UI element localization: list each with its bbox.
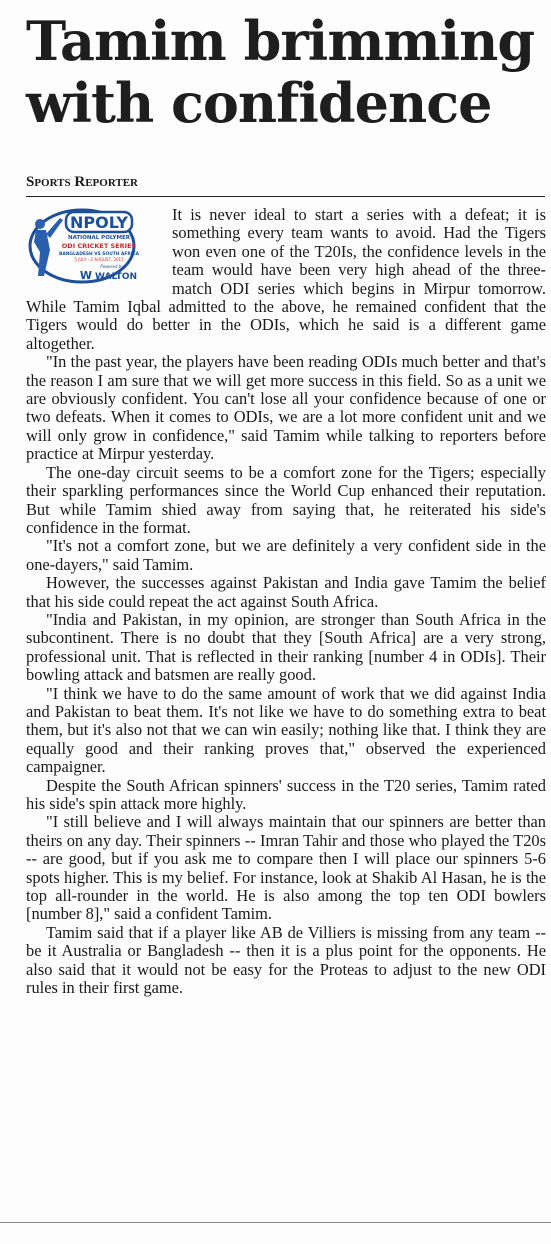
article-body (26, 206, 546, 997)
paragraph: Despite the South African spinners' success in the T20 series, Tamim rated his side's spin attack more highly. (26, 775, 546, 813)
logo-sponsor: WALTON (94, 272, 138, 282)
paragraph: "In the past year, the players have been reading ODIs much better and that's the reason I am sure that we will get more success in this field. So as a unit we are obviously confident. You can't lose all your confidence because of one or two defeats. When it comes to ODIs, we are a lot more confident unit and we will only grow in confidence," said Tamim while talking to reporters before practice at Mirpur yesterday. (26, 352, 546, 464)
paragraph: "I think we have to do the same amount of work that we did against India and Pakistan to beat them. It's not like we have to do something extra to beat them, but it's also not that we can win easily; nothing like that. I think they are equally good and their ranking proves that," observed the experienced campaigner. (26, 683, 546, 777)
logo-brand: NPOLY (69, 213, 129, 232)
logo-subtitle: NATIONAL POLYMER (68, 235, 130, 241)
series-logo (26, 206, 166, 286)
bottom-rule (0, 1222, 551, 1223)
paragraph: However, the successes against Pakistan and India gave Tamim the belief that his side could repeat the act against South Africa. (26, 573, 546, 611)
logo-teams: BANGLADESH VS SOUTH AFRICA (58, 252, 140, 257)
byline: Sports Reporter (26, 174, 138, 190)
paragraph: "India and Pakistan, in my opinion, are stronger than South Africa in the subcontinent. There is no doubt that they [South Africa] are a very strong, professional unit. That is reflected in their ranking [number 4 in ODIs]. Their bowling attack and batsmen are really good. (26, 609, 546, 685)
logo-powered-by: Powered by (100, 264, 124, 269)
npoly-logo-icon (26, 206, 166, 286)
paragraph: It is never ideal to start a series with a defeat; it is something every team wants to avoid. Had the Tigers won even one of the T20Is, the confidence levels in the team would have been very high ahead of the three-match ODI series which begins in Mirpur tomorrow. While Tamim Iqbal admitted to the above, he remained confident that the Tigers would do better in the ODIs, which he said is a different game altogether. (26, 205, 546, 353)
paragraph: "I still believe and I will always maintain that our spinners are better than theirs on any day. Their spinners -- Imran Tahir and those who played the T20s -- are good, but if you ask me to compare then I will place our spinners 5-6 spots higher. This is my belief. For instance, look at Shakib Al Hasan, he is the top all-rounder in the world. He is also among the top ten ODI bowlers [number 8]," said a confident Tamim. (26, 812, 546, 924)
paragraph: The one-day circuit seems to be a comfort zone for the Tigers; especially their sparkling performances since the World Cup enhanced their reputation. But while Tamim shied away from saying that, he reiterated his side's confidence in the format. (26, 462, 546, 537)
byline-rule (26, 196, 545, 197)
headline: Tamim brimming with confidence (26, 9, 535, 135)
logo-series: ODI CRICKET SERIES (61, 242, 137, 250)
paragraph: Tamim said that if a player like AB de Villiers is missing from any team -- be it Australia or Bangladesh -- then it is a plus point for the opponents. He also said that it would not be easy for the Proteas to adjust to the new ODI rules in their first game. (26, 922, 546, 998)
logo-dates: 5 JULY - 2 AUGUST, 2015 (74, 257, 124, 262)
paragraph: "It's not a comfort zone, but we are definitely a very confident side in the one-dayers," said Tamim. (26, 536, 546, 574)
walton-w-icon: W (79, 269, 93, 282)
